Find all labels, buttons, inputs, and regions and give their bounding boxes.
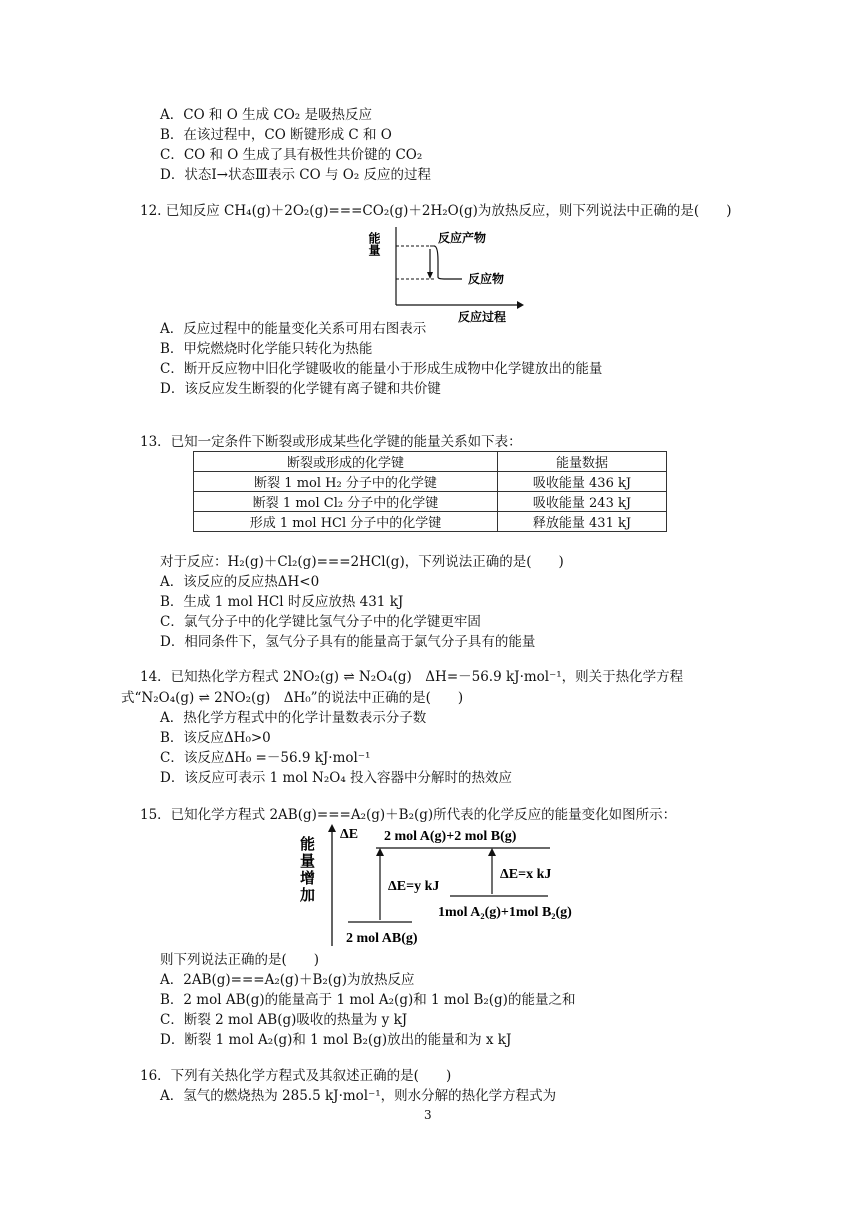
q15-bottom-level-label: 2 mol AB(g) xyxy=(346,931,418,946)
q16-stem: 16．下列有关热化学方程式及其叙述正确的是( ) xyxy=(140,1068,452,1084)
q15-energy-diagram xyxy=(300,822,600,950)
q13-option-a: A．该反应的反应热ΔH<0 xyxy=(160,574,320,590)
table-cell: 吸收能量 243 kJ xyxy=(498,492,667,512)
q15-option-c: C．断裂 2 mol AB(g)吸收的热量为 y kJ xyxy=(160,1012,408,1028)
q11-option-d: D．状态Ⅰ→状态Ⅲ表示 CO 与 O₂ 反应的过程 xyxy=(160,167,432,183)
q13-stem: 13．已知一定条件下断裂或形成某些化学键的能量关系如下表： xyxy=(140,434,522,450)
table-row xyxy=(194,492,667,512)
table-row xyxy=(194,472,667,492)
table-cell: 形成 1 mol HCl 分子中的化学键 xyxy=(194,512,498,532)
q15-left-arrowhead xyxy=(376,848,384,856)
q15-axis-label: ΔE xyxy=(340,827,359,842)
q15-right-arrowhead xyxy=(488,848,496,856)
table-cell: 断裂 1 mol H₂ 分子中的化学键 xyxy=(194,472,498,492)
q12-option-b: B．甲烷燃烧时化学能只转化为热能 xyxy=(160,341,373,357)
q13-bond-energy-table xyxy=(193,451,667,532)
q12-option-d: D．该反应发生断裂的化学键有离子键和共价键 xyxy=(160,381,441,397)
q15-stem: 15．已知化学方程式 2AB(g)===A₂(g)＋B₂(g)所代表的化学反应的能量变化如图所示： xyxy=(140,807,677,823)
page-number: 3 xyxy=(424,1108,432,1122)
table-header-row xyxy=(194,452,667,472)
q15-y-axis-label: 能量增加 xyxy=(298,836,314,904)
q15-option-d: D．断裂 1 mol A₂(g)和 1 mol B₂(g)放出的能量和为 x kJ xyxy=(160,1032,512,1048)
table-header: 能量数据 xyxy=(498,452,667,472)
table-cell: 释放能量 431 kJ xyxy=(498,512,667,532)
q13-option-c: C．氯气分子中的化学键比氢气分子中的化学键更牢固 xyxy=(160,614,481,630)
q12-energy-arrowhead xyxy=(427,272,433,279)
q11-option-c: C．CO 和 O 生成了具有极性共价键的 CO₂ xyxy=(160,147,423,163)
q14-option-c: C．该反应ΔH₀ =－56.9 kJ·mol⁻¹ xyxy=(160,750,371,766)
q15-left-arrow-label: ΔE=y kJ xyxy=(388,879,440,894)
q15-y-arrowhead xyxy=(328,824,336,832)
q15-option-b: B．2 mol AB(g)的能量高于 1 mol A₂(g)和 1 mol B₂(g)的能量之和 xyxy=(160,992,576,1008)
q14-option-d: D．该反应可表示 1 mol N₂O₄ 投入容器中分解时的热效应 xyxy=(160,770,513,786)
q12-lower-label: 反应物 xyxy=(468,272,505,286)
q12-energy-diagram xyxy=(367,221,532,324)
q15-top-level-label: 2 mol A(g)+2 mol B(g) xyxy=(384,829,517,844)
q12-x-axis-label: 反应过程 xyxy=(458,310,507,324)
q14-stem-line1: 14．已知热化学方程式 2NO₂(g) ⇌ N₂O₄(g) ΔH=－56.9 kJ·mol⁻¹，则关于热化学方程 xyxy=(140,669,684,685)
q12-x-arrowhead xyxy=(517,301,524,309)
q14-stem-line2: 式“N₂O₄(g) ⇌ 2NO₂(g) ΔH₀”的说法中正确的是( ) xyxy=(121,690,464,706)
q15-prompt: 则下列说法正确的是( ) xyxy=(160,952,320,968)
q12-stem: 12. 已知反应 CH₄(g)＋2O₂(g)===CO₂(g)＋2H₂O(g)为放热反应，则下列说法中正确的是( ) xyxy=(140,203,732,219)
q13-prompt: 对于反应：H₂(g)＋Cl₂(g)===2HCl(g)，下列说法正确的是( ) xyxy=(160,554,564,570)
q12-option-c: C．断开反应物中旧化学键吸收的能量小于形成生成物中化学键放出的能量 xyxy=(160,361,603,377)
q12-y-axis-label: 能量 xyxy=(367,232,381,256)
q11-option-a: A．CO 和 O 生成 CO₂ 是吸热反应 xyxy=(160,107,372,123)
q11-option-b: B．在该过程中，CO 断键形成 C 和 O xyxy=(160,127,392,143)
q12-option-a: A．反应过程中的能量变化关系可用右图表示 xyxy=(160,321,427,337)
q12-reaction-curve xyxy=(434,246,462,279)
q15-option-a: A．2AB(g)===A₂(g)＋B₂(g)为放热反应 xyxy=(160,972,415,988)
q15-right-arrow-label: ΔE=x kJ xyxy=(500,867,552,882)
table-header: 断裂或形成的化学键 xyxy=(194,452,498,472)
q16-option-a: A．氢气的燃烧热为 285.5 kJ·mol⁻¹，则水分解的热化学方程式为 xyxy=(160,1088,557,1104)
q12-upper-label: 反应产物 xyxy=(438,231,487,245)
table-row xyxy=(194,512,667,532)
table-cell: 断裂 1 mol Cl₂ 分子中的化学键 xyxy=(194,492,498,512)
q15-middle-level-label: 1mol A₂(g)+1mol B₂(g) xyxy=(438,905,572,920)
q14-option-a: A．热化学方程式中的化学计量数表示分子数 xyxy=(160,710,427,726)
q14-option-b: B．该反应ΔH₀>0 xyxy=(160,730,271,746)
q13-option-d: D．相同条件下，氢气分子具有的能量高于氯气分子具有的能量 xyxy=(160,634,536,650)
table-cell: 吸收能量 436 kJ xyxy=(498,472,667,492)
q13-option-b: B．生成 1 mol HCl 时反应放热 431 kJ xyxy=(160,594,404,610)
